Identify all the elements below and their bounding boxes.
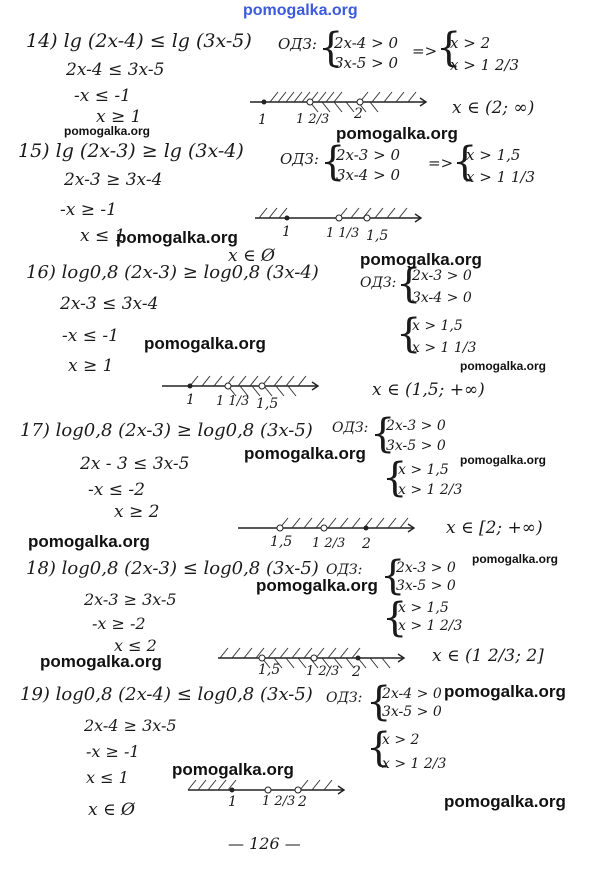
p17-tick-2: 1 2/3 [312, 536, 346, 551]
p14-step3: x ≥ 1 [96, 107, 142, 127]
p15-arrow: => [428, 154, 454, 172]
p16-empty-set: x ∈ Ø [228, 246, 275, 266]
p16-odz-2: 3x-4 > 0 [412, 290, 472, 306]
p14-arrow: => [412, 42, 438, 60]
watermark: pomogalka.org [144, 334, 266, 353]
p14-odz-label: ОДЗ: [278, 35, 317, 53]
p14-brace-2: { [436, 25, 462, 71]
p19-tick-2: 1 2/3 [262, 794, 296, 809]
p19-odz-1: 2x-4 > 0 [382, 686, 442, 702]
watermark: pomogalka.org [444, 792, 566, 811]
p14-title: 14) lg (2x-4) ≤ lg (3x-5) [26, 30, 252, 52]
p17-odz-1: 2x-3 > 0 [386, 418, 446, 434]
p16-tick-1: 1 [186, 392, 195, 408]
p18-odz-2: 3x-5 > 0 [396, 578, 456, 594]
page-number: — 126 — [228, 834, 301, 853]
p18-step1: 2x-3 ≥ 3x-5 [84, 590, 177, 609]
p18-res-1: x > 1,5 [398, 600, 449, 616]
watermark: pomogalka.org [472, 552, 559, 566]
watermark: pomogalka.org [444, 682, 566, 701]
p16-res-2: x > 1 1/3 [412, 340, 477, 356]
p14-tick-2: 1 2/3 [296, 112, 330, 127]
p16-answer: x ∈ (1,5; +∞) [372, 380, 485, 400]
p18-brace-2: { [382, 595, 408, 641]
p15-step3: x ≤ 1 [80, 226, 126, 246]
p16-odz-1: 2x-3 > 0 [412, 268, 472, 284]
p18-step3: x ≤ 2 [114, 636, 157, 655]
p15-title: 15) lg (2x-3) ≥ lg (3x-4) [18, 140, 244, 162]
p14-odz-2: 3x-5 > 0 [334, 54, 398, 72]
p14-res-2: x > 1 2/3 [450, 56, 520, 74]
p17-tick-3: 2 [362, 536, 371, 552]
p17-step2: -x ≤ -2 [88, 480, 145, 500]
p16-tick-3: 1,5 [256, 396, 279, 412]
p17-number-line [238, 518, 418, 538]
p17-brace: { [370, 411, 396, 457]
p16-res-1: x > 1,5 [412, 318, 463, 334]
p14-res-1: x > 2 [450, 34, 491, 52]
p15-res-2: x > 1 1/3 [466, 168, 536, 186]
p19-title: 19) log0,8 (2x-4) ≤ log0,8 (3x-5) [20, 684, 313, 705]
p17-brace-2: { [382, 455, 408, 501]
p19-brace-2: { [366, 725, 392, 771]
p15-odz-2: 3x-4 > 0 [336, 166, 400, 184]
p16-step3: x ≥ 1 [68, 356, 114, 376]
p18-odz-1: 2x-3 > 0 [396, 560, 456, 576]
p18-tick-2: 1 2/3 [306, 664, 340, 679]
p15-odz-label: ОДЗ: [280, 150, 319, 168]
p19-tick-1: 1 [228, 794, 237, 810]
watermark: pomogalka.org [336, 124, 458, 143]
p15-odz-1: 2x-3 > 0 [336, 146, 400, 164]
p19-brace: { [366, 679, 392, 725]
p18-tick-1: 1,5 [258, 662, 281, 678]
p14-step2: -x ≤ -1 [74, 86, 131, 106]
p17-answer: x ∈ [2; +∞) [446, 518, 543, 538]
p17-tick-1: 1,5 [270, 534, 293, 550]
p15-brace: { [320, 139, 346, 185]
p19-answer: x ∈ Ø [88, 800, 135, 820]
p18-tick-3: 2 [352, 664, 361, 680]
p19-res-2: x > 1 2/3 [382, 756, 447, 772]
p15-brace-2: { [452, 139, 478, 185]
watermark: pomogalka.org [360, 250, 482, 269]
p14-odz-1: 2x-4 > 0 [334, 34, 398, 52]
p17-res-2: x > 1 2/3 [398, 482, 463, 498]
p16-step1: 2x-3 ≤ 3x-4 [60, 294, 159, 314]
p16-tick-2: 1 1/3 [216, 394, 250, 409]
p16-brace-2: { [396, 311, 422, 357]
p19-res-1: x > 2 [382, 732, 420, 748]
p17-step1: 2x - 3 ≤ 3x-5 [80, 454, 190, 474]
watermark: pomogalka.org [256, 576, 378, 595]
p15-tick-3: 1,5 [366, 228, 389, 244]
p18-res-2: x > 1 2/3 [398, 618, 463, 634]
p16-odz-label: ОДЗ: [360, 275, 397, 291]
p17-title: 17) log0,8 (2x-3) ≥ log0,8 (3x-5) [20, 420, 313, 441]
p18-step2: -x ≥ -2 [92, 614, 146, 633]
p19-tick-3: 2 [298, 794, 307, 810]
p14-step1: 2x-4 ≤ 3x-5 [66, 60, 165, 80]
p15-step1: 2x-3 ≥ 3x-4 [64, 170, 163, 190]
watermark: pomogalka.org [40, 652, 162, 671]
watermark: pomogalka.org [460, 453, 547, 467]
watermark: pomogalka.org [64, 124, 151, 138]
p15-res-1: x > 1,5 [466, 146, 521, 164]
p19-odz-2: 3x-5 > 0 [382, 704, 442, 720]
p17-odz-2: 3x-5 > 0 [386, 438, 446, 454]
p14-brace: { [318, 25, 344, 71]
p15-number-line [255, 208, 425, 228]
p16-brace: { [396, 261, 422, 307]
p14-answer: x ∈ (2; ∞) [452, 98, 535, 118]
p14-number-line [250, 92, 430, 112]
p17-step3: x ≥ 2 [114, 502, 160, 522]
p14-tick-1: 1 [258, 112, 267, 128]
p19-step1: 2x-4 ≥ 3x-5 [84, 716, 177, 735]
watermark: pomogalka.org [28, 532, 150, 551]
p18-brace: { [380, 553, 406, 599]
p19-step2: -x ≥ -1 [86, 742, 140, 761]
p15-tick-1: 1 [282, 224, 291, 240]
watermark: pomogalka.org [244, 444, 366, 463]
p18-title: 18) log0,8 (2x-3) ≤ log0,8 (3x-5) [26, 558, 319, 579]
p14-tick-3: 2 [354, 106, 363, 122]
p17-res-1: x > 1,5 [398, 462, 449, 478]
p18-answer: x ∈ (1 2/3; 2] [432, 646, 544, 666]
p17-odz-label: ОДЗ: [332, 420, 369, 436]
p16-title: 16) log0,8 (2x-3) ≥ log0,8 (3x-4) [26, 262, 319, 283]
watermark: pomogalka.org [172, 760, 294, 779]
p19-step3: x ≤ 1 [86, 768, 129, 787]
site-header: pomogalka.org [243, 2, 358, 19]
p15-tick-2: 1 1/3 [326, 226, 360, 241]
p18-odz-label: ОДЗ: [326, 562, 363, 578]
watermark: pomogalka.org [116, 228, 238, 247]
p15-step2: -x ≥ -1 [60, 200, 117, 220]
p19-odz-label: ОДЗ: [326, 690, 363, 706]
p16-step2: -x ≤ -1 [62, 326, 119, 346]
watermark: pomogalka.org [460, 359, 547, 373]
